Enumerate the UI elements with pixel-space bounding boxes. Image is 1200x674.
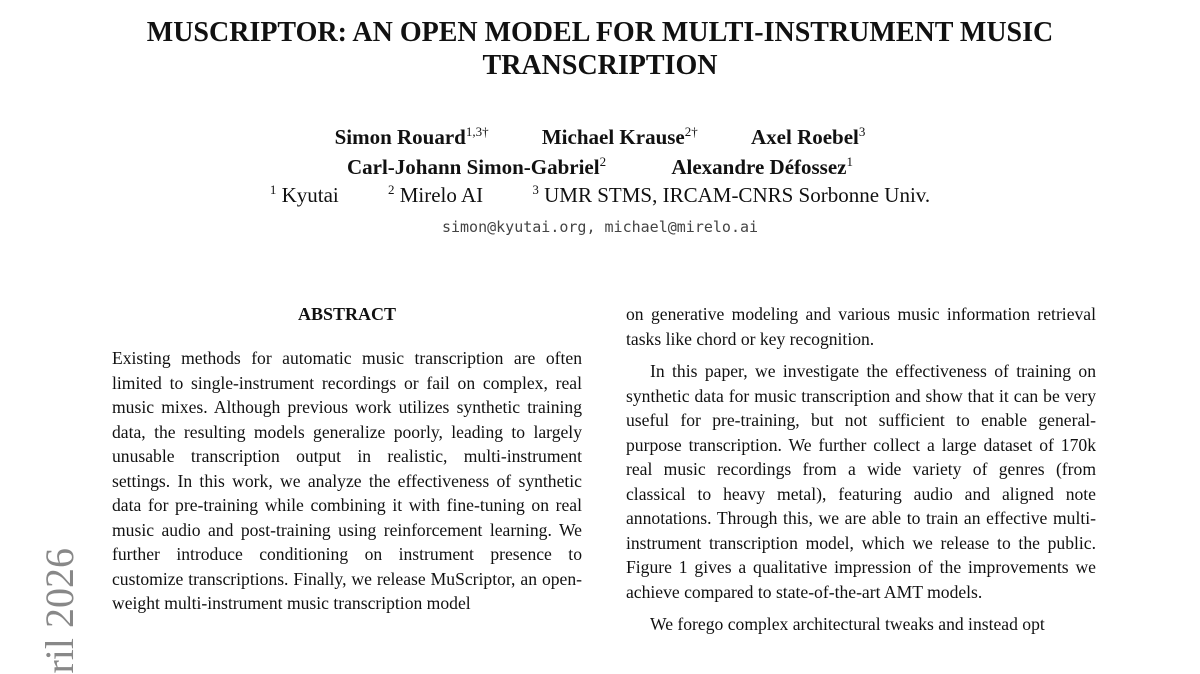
intro-paragraph: In this paper, we investigate the effectiveness of training on synthetic data for music transcription and show that it can be very useful for pre-training, but not sufficient to enable general-purpose transcription. We further collect a large dataset of 170k real music recordings from a wide variety of genres (from classical to heavy metal), featuring audio and aligned note annotations. Through this, we are able to train an effective multi-instrument transcription model, which we release to the public. Figure 1 gives a qualitative impression of the improvements we achieve compared to state-of-the-art AMT models. [626, 361, 1096, 602]
author-row-2 [0, 155, 1200, 180]
author: Alexandre Défossez$^1$ [671, 154, 854, 179]
intro-paragraph: on generative modeling and various music information retrieval tasks like chord or key recognition. [626, 304, 1096, 349]
affiliations [0, 183, 1200, 208]
intro-paragraph: We forego complex architectural tweaks and instead opt [650, 614, 1045, 634]
left-column [112, 302, 582, 616]
author-row-1 [0, 125, 1200, 150]
author: Axel Roebel$^3$ [751, 124, 866, 149]
author: Michael Krause$^{2\dagger}$ [541, 124, 698, 149]
abstract-heading: ABSTRACT [297, 304, 397, 324]
affiliation: $^3$ UMR STMS, IRCAM-CNRS Sorbonne Univ. [532, 182, 931, 207]
affiliation: $^1$ Kyutai [269, 182, 339, 207]
arxiv-side-stamp: ril 2026 [37, 548, 82, 674]
paper-title: MUSCRIPTOR: AN OPEN MODEL FOR MULTI-INSTRUMENT MUSIC TRANSCRIPTION [146, 17, 1054, 81]
author: Simon Rouard$^{1,3\dagger}$ [334, 124, 489, 149]
affiliation: $^2$ Mirelo AI [387, 182, 484, 207]
right-column [626, 302, 1096, 637]
author-emails: simon@kyutai.org, michael@mirelo.ai [441, 218, 759, 236]
author: Carl-Johann Simon-Gabriel$^2$ [346, 154, 607, 179]
abstract-text: Existing methods for automatic music transcription are often limited to single-instrument recordings or fail on complex, real music mixes. Although previous work utilizes synthetic training data, the resulting models generalize poorly, leading to largely unusable transcription output in realistic, multi-instrument settings. In this work, we analyze the effectiveness of synthetic data for pre-training while combining it with fine-tuning on real music audio and post-training using reinforcement learning. We further introduce conditioning on instrument presence to customize transcriptions. Finally, we release MuScriptor, an open-weight multi-instrument music transcription model [112, 348, 582, 613]
